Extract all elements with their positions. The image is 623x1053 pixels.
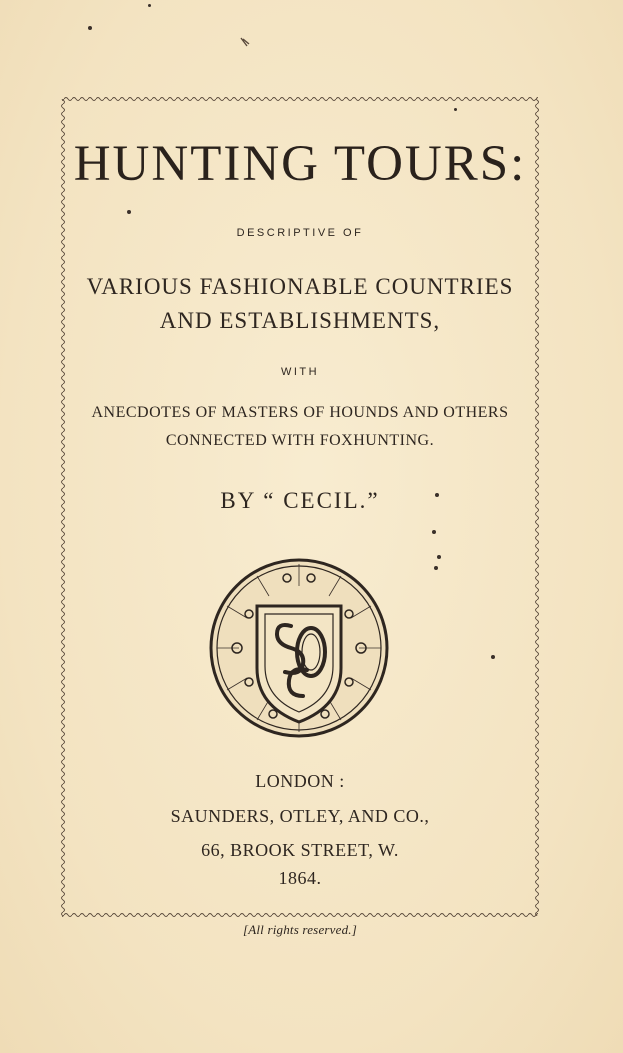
- subtitle-line-1: VARIOUS FASHIONABLE COUNTRIES: [86, 274, 514, 299]
- ink-speck: [454, 108, 457, 111]
- ink-speck: [434, 566, 438, 570]
- ink-speck: [437, 555, 441, 559]
- book-title: HUNTING TOURS:: [73, 136, 527, 192]
- publisher-seal: [207, 556, 391, 740]
- border-top: [62, 96, 538, 102]
- ink-speck: [88, 26, 92, 30]
- anecdotes-line-2: CONNECTED WITH FOXHUNTING.: [165, 432, 435, 449]
- border-bottom: [62, 913, 538, 919]
- ink-speck: [148, 4, 151, 7]
- author-line: BY “ CECIL.”: [220, 488, 380, 513]
- anecdotes-line-1: ANECDOTES OF MASTERS OF HOUNDS AND OTHERS: [91, 404, 509, 421]
- stray-mark: [241, 38, 249, 46]
- ink-speck: [127, 210, 131, 214]
- descriptive-of-label: DESCRIPTIVE OF: [236, 227, 364, 239]
- imprint-year: 1864.: [278, 868, 322, 888]
- imprint-publisher: SAUNDERS, OTLEY, AND CO.,: [170, 806, 430, 826]
- ink-speck: [491, 655, 495, 659]
- imprint-address: 66, BROOK STREET, W.: [201, 840, 399, 860]
- with-label: WITH: [280, 366, 320, 378]
- rights-notice: [All rights reserved.]: [242, 922, 358, 937]
- subtitle-line-2: AND ESTABLISHMENTS,: [159, 308, 441, 333]
- ink-speck: [432, 530, 436, 534]
- imprint-city: LONDON :: [255, 771, 345, 791]
